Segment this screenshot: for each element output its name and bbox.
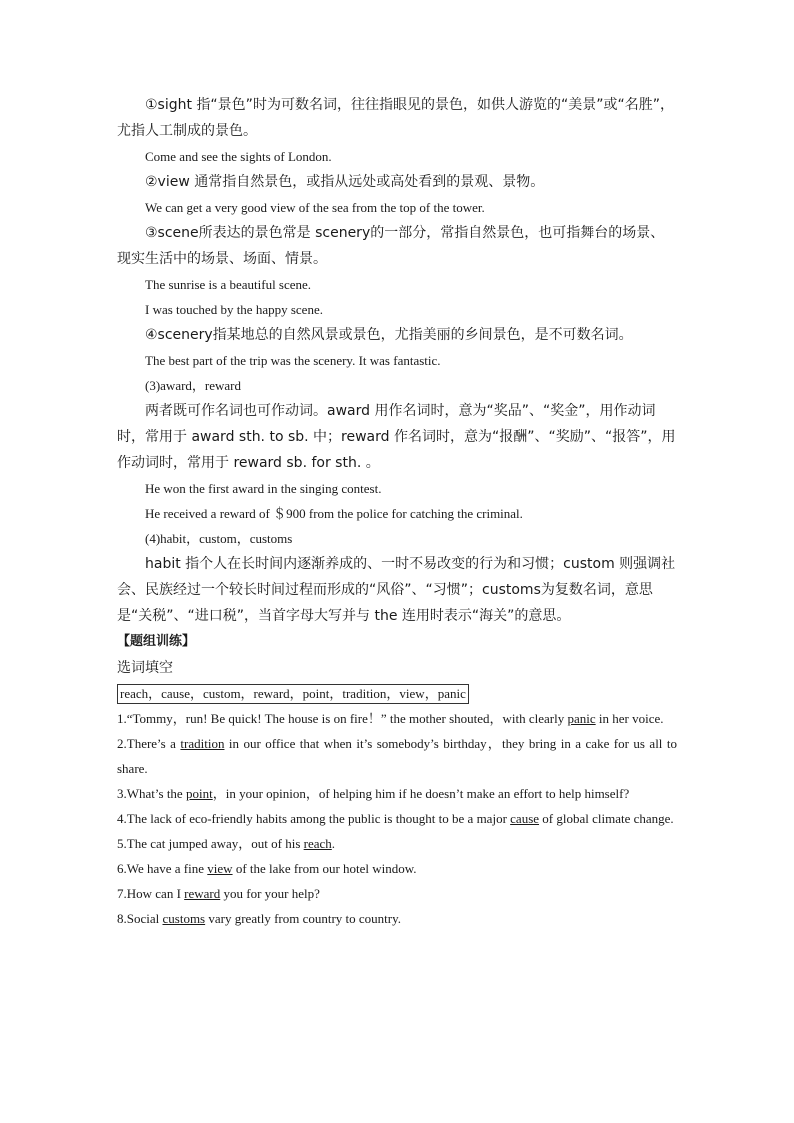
list-item: 7.How can I reward you for your help?	[117, 886, 320, 901]
list-item: 8.Social customs vary greatly from country to country.	[117, 911, 402, 926]
exercise-heading: 【题组训练】	[117, 634, 196, 649]
answer-blank: panic	[567, 711, 596, 726]
scene-example-2: I was touched by the happy scene.	[145, 302, 323, 317]
list-item: 5.The cat jumped away，out of his reach.	[117, 836, 336, 851]
exercise-list	[117, 706, 677, 931]
sight-example: Come and see the sights of London.	[145, 149, 332, 164]
award-example-2: He received a reward of ＄900 from the police for catching the criminal.	[145, 506, 523, 521]
list-item: 4.The lack of eco-friendly habits among the public is thought to be a major cause of global climate change.	[117, 811, 674, 826]
answer-blank: tradition	[180, 736, 225, 751]
list-item: 3.What’s the point，in your opinion，of helping him if he doesn’t make an effort to help himself?	[117, 786, 630, 801]
word-bank-box: reach，cause，custom，reward，point，tradition，view，panic	[117, 684, 469, 704]
award-example-1: He won the first award in the singing contest.	[145, 481, 382, 496]
list-item: 6.We have a fine view of the lake from our hotel window.	[117, 861, 417, 876]
answer-blank: customs	[162, 911, 206, 926]
habit-explanation: habit 指个人在长时间内逐渐养成的、一时不易改变的行为和习惯；custom 则强调社会、民族经过一个较长时间过程而形成的“风俗”、“习惯”；customs为复数名词，意思是“关税”、“进口税”，当首字母大写并与 the 连用时表示“海关”的意思。	[117, 556, 676, 624]
answer-blank: cause	[510, 811, 540, 826]
document-page	[117, 92, 677, 931]
answer-blank: reward	[184, 886, 221, 901]
scene-example-1: The sunrise is a beautiful scene.	[145, 277, 312, 292]
award-heading: (3)award，reward	[145, 378, 242, 393]
answer-blank: point	[185, 786, 213, 801]
view-example: We can get a very good view of the sea from the top of the tower.	[145, 200, 485, 215]
exercise-subheading: 选词填空	[117, 660, 173, 676]
scene-explanation: ③scene所表达的景色常是 scenery的一部分，常指自然景色，也可指舞台的场景、现实生活中的场景、场面、情景。	[117, 225, 665, 267]
list-item: 2.There’s a tradition in our office that when it’s somebody’s birthday，they bring in a cake for us all to share.	[117, 736, 677, 776]
answer-blank: reach	[303, 836, 332, 851]
scenery-example: The best part of the trip was the scenery. It was fantastic.	[145, 353, 441, 368]
answer-blank: view	[207, 861, 233, 876]
sight-explanation: ①sight 指“景色”时为可数名词，往往指眼见的景色，如供人游览的“美景”或“名胜”，尤指人工制成的景色。	[117, 97, 674, 139]
view-explanation: ②view 通常指自然景色，或指从远处或高处看到的景观、景物。	[145, 174, 545, 190]
award-explanation: 两者既可作名词也可作动词。award 用作名词时，意为“奖品”、“奖金”，用作动词时，常用于 award sth. to sb. 中；reward 作名词时，意为“报酬”、“奖励”、“报答”，用作动词时，常用于 reward sb. for sth. 。	[117, 403, 676, 471]
list-item: 1.“Tommy，run! Be quick! The house is on fire！” the mother shouted，with clearly panic in her voice.	[117, 711, 664, 726]
habit-heading: (4)habit，custom，customs	[145, 531, 293, 546]
scenery-explanation: ④scenery指某地总的自然风景或景色，尤指美丽的乡间景色，是不可数名词。	[145, 327, 633, 343]
